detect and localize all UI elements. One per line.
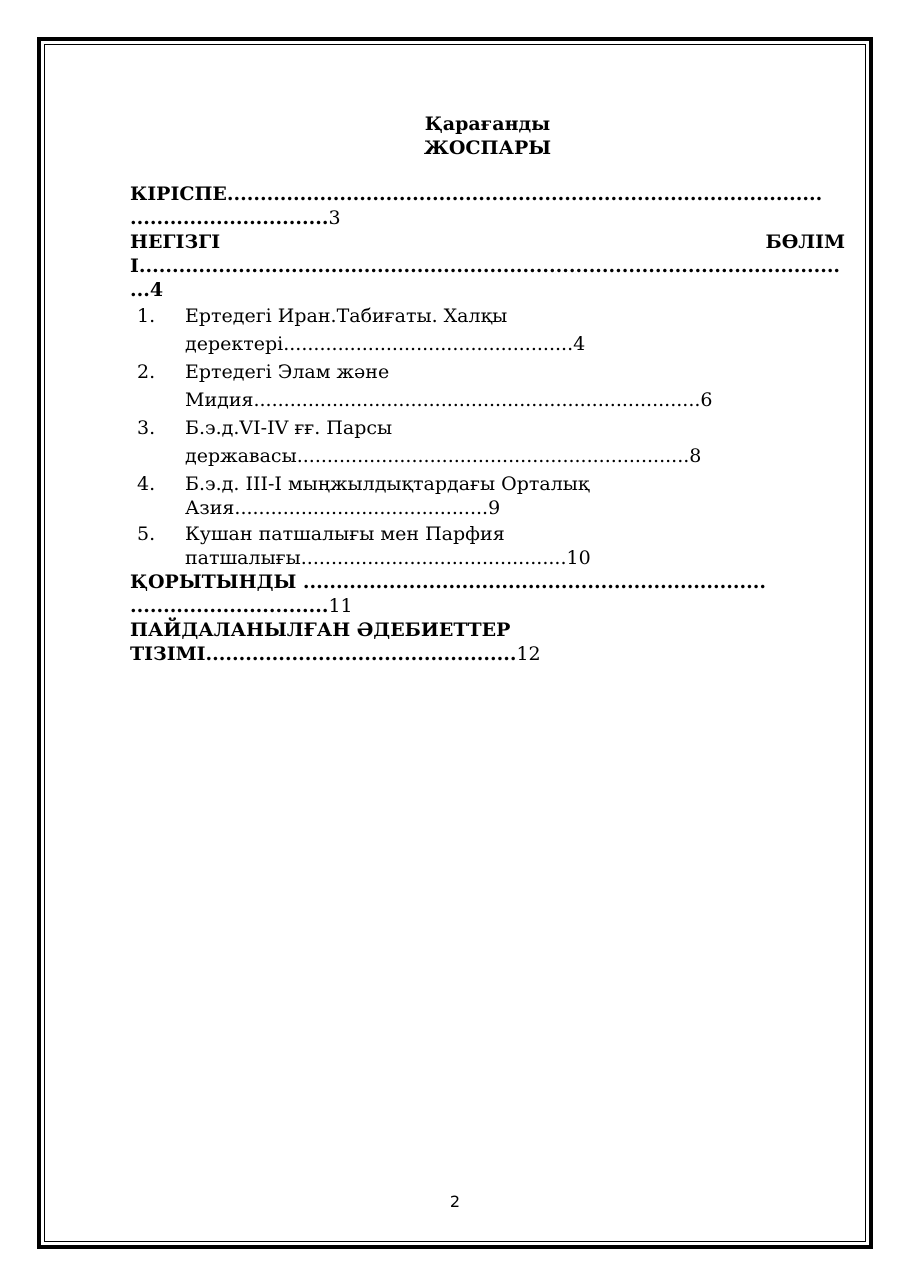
toc-item-3 bbox=[130, 414, 845, 470]
toc-item-4 bbox=[130, 472, 845, 520]
toc-main-part bbox=[130, 230, 845, 302]
toc-item-line2: державасы.................................................................8 bbox=[185, 445, 702, 467]
toc-intro-dots: .............................. bbox=[130, 207, 329, 229]
document-content bbox=[130, 112, 845, 666]
toc-item-line2: Мидия..........................................................................6 bbox=[185, 389, 713, 411]
toc-item-index: 3. bbox=[137, 417, 156, 439]
city-heading: Қарағанды bbox=[424, 113, 551, 135]
page-number: 2 bbox=[449, 1192, 461, 1211]
toc-references bbox=[130, 618, 845, 666]
toc-item-line2: Азия..........................................9 bbox=[185, 497, 501, 519]
toc-item-text bbox=[185, 358, 845, 414]
toc-references-dots: ТІЗІМІ............................................... bbox=[130, 643, 517, 665]
toc-main-part-word2: БӨЛІМ bbox=[765, 231, 845, 253]
toc-item-index: 5. bbox=[137, 523, 156, 545]
title-block bbox=[130, 112, 845, 160]
toc-item-1 bbox=[130, 302, 845, 358]
toc-main-part-line2: І.......................................................................................................... bbox=[130, 255, 841, 277]
toc-item-index: 2. bbox=[137, 361, 156, 383]
toc-item-index: 1. bbox=[137, 305, 156, 327]
toc-conclusion-dots: .............................. bbox=[130, 595, 329, 617]
toc-item-line1: Ертедегі Иран.Табиғаты. Халқы bbox=[185, 305, 508, 327]
toc-references-line1: ПАЙДАЛАНЫЛҒАН ӘДЕБИЕТТЕР bbox=[130, 619, 511, 641]
toc-main-part-line1 bbox=[130, 230, 845, 254]
toc-item-line1: Б.э.д.VI-IV ғғ. Парсы bbox=[185, 417, 393, 439]
toc-item-line1: Ертедегі Элам және bbox=[185, 361, 390, 383]
toc-references-line2 bbox=[130, 642, 845, 666]
toc-conclusion bbox=[130, 570, 845, 618]
plan-heading: ЖОСПАРЫ bbox=[423, 137, 552, 159]
toc-item-text bbox=[185, 522, 845, 570]
toc-item-5 bbox=[130, 522, 845, 570]
toc-intro-page: 3 bbox=[328, 207, 341, 229]
toc-item-text bbox=[185, 414, 845, 470]
toc-references-page: 12 bbox=[516, 643, 541, 665]
toc-main-part-word1: НЕГІЗГІ bbox=[130, 231, 221, 253]
toc-item-line2: патшалығы............................................10 bbox=[185, 547, 591, 569]
toc-item-line1: Кушан патшалығы мен Парфия bbox=[185, 523, 505, 545]
toc-intro-line2 bbox=[130, 206, 845, 230]
toc-main-part-line3: ...4 bbox=[130, 279, 164, 301]
toc-intro bbox=[130, 182, 845, 230]
toc-conclusion-line2 bbox=[130, 594, 845, 618]
toc-conclusion-page: 11 bbox=[328, 595, 353, 617]
toc-item-text bbox=[185, 302, 845, 358]
toc-item-2 bbox=[130, 358, 845, 414]
toc-item-line2: деректері................................................4 bbox=[185, 333, 586, 355]
toc-intro-line1: КІРІСПЕ.......................................................................................... bbox=[130, 183, 823, 205]
table-of-contents bbox=[130, 182, 845, 666]
toc-item-index: 4. bbox=[137, 473, 156, 495]
toc-item-line1: Б.э.д. ІІІ-І мыңжылдықтардағы Орталық bbox=[185, 473, 590, 495]
toc-item-text bbox=[185, 472, 845, 520]
toc-conclusion-line1: ҚОРЫТЫНДЫ ...................................................................... bbox=[130, 571, 766, 593]
